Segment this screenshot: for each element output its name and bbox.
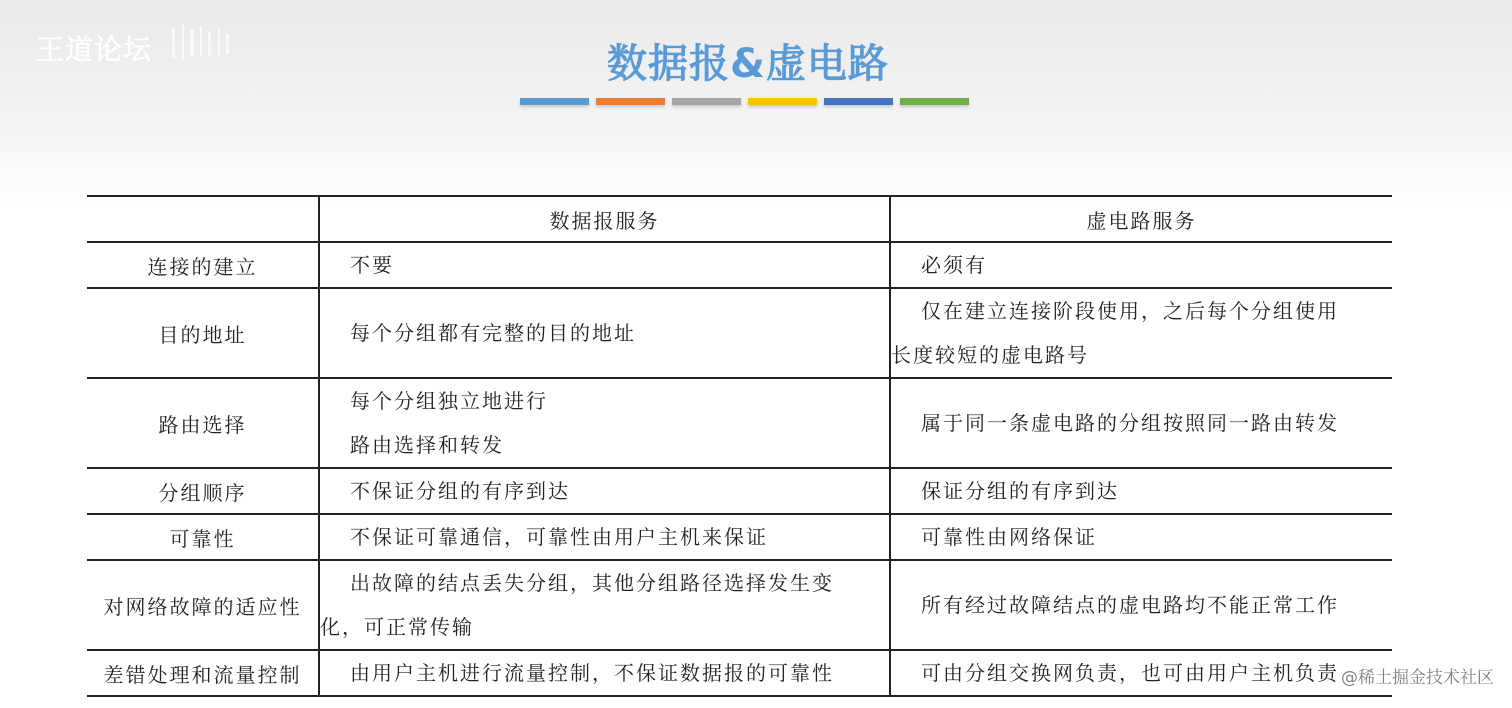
table-row [87, 378, 1392, 468]
accent-bar [520, 98, 589, 105]
virtual-circuit-cell [890, 378, 1392, 468]
datagram-cell [319, 288, 890, 378]
cell-line: 不保证分组的有序到达 [350, 479, 570, 503]
cell-line: 出故障的结点丢失分组，其他分组路径选择发生变 [350, 571, 834, 595]
cell-line: 属于同一条虚电路的分组按照同一路由转发 [921, 411, 1339, 435]
accent-bar [900, 98, 969, 105]
table-header-row [87, 196, 1392, 242]
row-feature: 路由选择 [87, 378, 319, 468]
cell-line: 必须有 [921, 253, 987, 277]
cell-line: 保证分组的有序到达 [921, 479, 1119, 503]
virtual-circuit-cell [890, 468, 1392, 514]
cell-line: 由用户主机进行流量控制，不保证数据报的可靠性 [350, 661, 834, 685]
watermark: @稀土掘金技术社区 [1341, 668, 1494, 688]
comparison-table [87, 195, 1392, 697]
cell-line: 不保证可靠通信，可靠性由用户主机来保证 [350, 525, 768, 549]
row-feature: 差错处理和流量控制 [87, 650, 319, 696]
virtual-circuit-cell [890, 650, 1392, 696]
table-row [87, 514, 1392, 560]
cell-line: 仅在建立连接阶段使用，之后每个分组使用 [921, 299, 1339, 323]
accent-bar [596, 98, 665, 105]
header-datagram-service: 数据报服务 [319, 196, 890, 242]
cell-line: 不要 [350, 253, 394, 277]
cell-line: 所有经过故障结点的虚电路均不能正常工作 [921, 593, 1339, 617]
table-row [87, 242, 1392, 288]
datagram-cell [319, 650, 890, 696]
color-accent-bars [520, 98, 969, 105]
table-row [87, 468, 1392, 514]
datagram-cell [319, 242, 890, 288]
header-virtual-circuit-service: 虚电路服务 [890, 196, 1392, 242]
datagram-cell [319, 468, 890, 514]
brand-logo-text: 王道论坛 [36, 33, 153, 66]
table-row [87, 650, 1392, 696]
accent-bar [672, 98, 741, 105]
virtual-circuit-cell [890, 560, 1392, 650]
cell-line: 每个分组独立地进行 [350, 389, 548, 413]
datagram-cell [319, 560, 890, 650]
cell-line: 可由分组交换网负责，也可由用户主机负责 [921, 661, 1339, 685]
cell-line: 每个分组都有完整的目的地址 [350, 321, 636, 345]
accent-bar [748, 98, 817, 105]
virtual-circuit-cell [890, 288, 1392, 378]
row-feature: 可靠性 [87, 514, 319, 560]
row-feature: 目的地址 [87, 288, 319, 378]
cell-line: 路由选择和转发 [350, 433, 504, 457]
table-row [87, 560, 1392, 650]
table-row [87, 288, 1392, 378]
accent-bar [824, 98, 893, 105]
row-feature: 连接的建立 [87, 242, 319, 288]
row-feature: 对网络故障的适应性 [87, 560, 319, 650]
header-empty [87, 196, 319, 242]
datagram-cell [319, 514, 890, 560]
virtual-circuit-cell [890, 514, 1392, 560]
cell-line: 化，可正常传输 [320, 615, 474, 639]
cell-line: 可靠性由网络保证 [921, 525, 1097, 549]
row-feature: 分组顺序 [87, 468, 319, 514]
page-title: 数据报&虚电路 [607, 41, 889, 87]
cell-line: 长度较短的虚电路号 [891, 343, 1089, 367]
datagram-cell [319, 378, 890, 468]
virtual-circuit-cell [890, 242, 1392, 288]
